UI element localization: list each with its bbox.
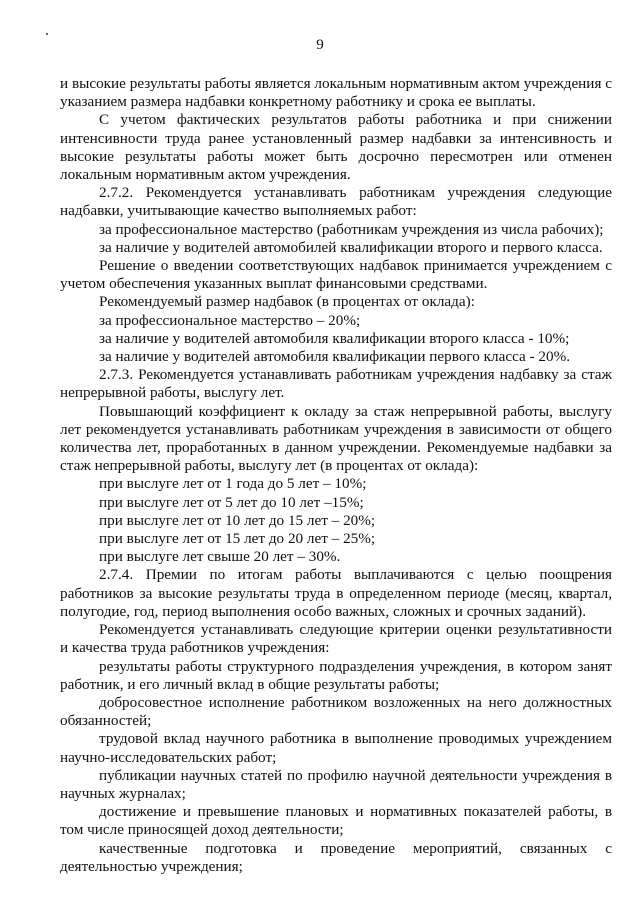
- list-item: за профессиональное мастерство (работникам учреждения из числа рабочих);: [99, 220, 604, 238]
- scan-speck: [46, 33, 48, 35]
- paragraph: 2.7.2. Рекомендуется устанавливать работникам учреждения следующие надбавки, учитывающие качество выполняемых работ:: [60, 184, 612, 220]
- list-item: за наличие у водителей автомобиля квалификации второго класса - 10%;: [99, 329, 570, 347]
- list-item: за наличие у водителей автомобиля квалификации первого класса - 20%.: [99, 348, 571, 366]
- list-item: публикации научных статей по профилю научной деятельности учреждения в научных журналах;: [60, 766, 612, 802]
- list-item: добросовестное исполнение работником возложенных на него должностных обязанностей;: [60, 693, 612, 730]
- paragraph: Повышающий коэффициент к окладу за стаж непрерывной работы, выслугу лет рекомендуется устанавливать работникам учреждения в зависимости от общего количества лет, проработанных в данном учреждении. Рекомендуемые надбавки за стаж непрерывной работы, выслугу лет (в процентах от оклада):: [60, 402, 612, 475]
- list-item: при выслуге лет от 10 лет до 15 лет – 20%;: [99, 511, 376, 529]
- list-item: за наличие у водителей автомобилей квалификации второго и первого класса.: [99, 238, 603, 256]
- document-body: [60, 75, 612, 876]
- list-item: при выслуге лет от 1 года до 5 лет – 10%;: [99, 475, 367, 493]
- paragraph: Рекомендуется устанавливать следующие критерии оценки результативности и качества труда работников учреждения:: [60, 621, 612, 657]
- list-item: при выслуге лет от 5 лет до 10 лет –15%;: [99, 493, 364, 511]
- page-number: 9: [316, 37, 324, 53]
- list-item: при выслуге лет свыше 20 лет – 30%.: [99, 548, 341, 566]
- list-item: качественные подготовка и проведение мероприятий, связанных с деятельностью учреждения;: [60, 839, 612, 875]
- paragraph: 2.7.4. Премии по итогам работы выплачиваются с целью поощрения работников за высокие результаты труда в определенном периоде (месяц, квартал, полугодие, год, период выполнения особо важных, сложных и срочных заданий).: [60, 566, 612, 620]
- list-item: достижение и превышение плановых и нормативных показателей работы, в том числе приносящей доход деятельности;: [60, 803, 612, 839]
- paragraph: и высокие результаты работы является локальным нормативным актом учреждения с указанием размера надбавки конкретному работнику и срока ее выплаты.: [60, 75, 612, 111]
- paragraph: Решение о введении соответствующих надбавок принимается учреждением с учетом обеспечения указанных выплат финансовыми средствами.: [60, 257, 612, 293]
- paragraph: Рекомендуемый размер надбавок (в процентах от оклада):: [99, 293, 475, 311]
- paragraph: С учетом фактических результатов работы работника и при снижении интенсивности труда ранее установленный размер надбавки за интенсивность и высокие результаты работы может быть досрочно пересмотрен или отменен локальным нормативным актом учреждения.: [60, 111, 612, 184]
- list-item: результаты работы структурного подразделения учреждения, в котором занят работник, и его личный вклад в общие результаты работы;: [60, 657, 612, 693]
- list-item: при выслуге лет от 15 лет до 20 лет – 25%;: [99, 530, 376, 548]
- list-item: за профессиональное мастерство – 20%;: [99, 311, 361, 329]
- paragraph: 2.7.3. Рекомендуется устанавливать работникам учреждения надбавку за стаж непрерывной работы, выслугу лет.: [60, 366, 612, 402]
- list-item: трудовой вклад научного работника в выполнение проводимых учреждением научно-исследовательских работ;: [60, 730, 612, 766]
